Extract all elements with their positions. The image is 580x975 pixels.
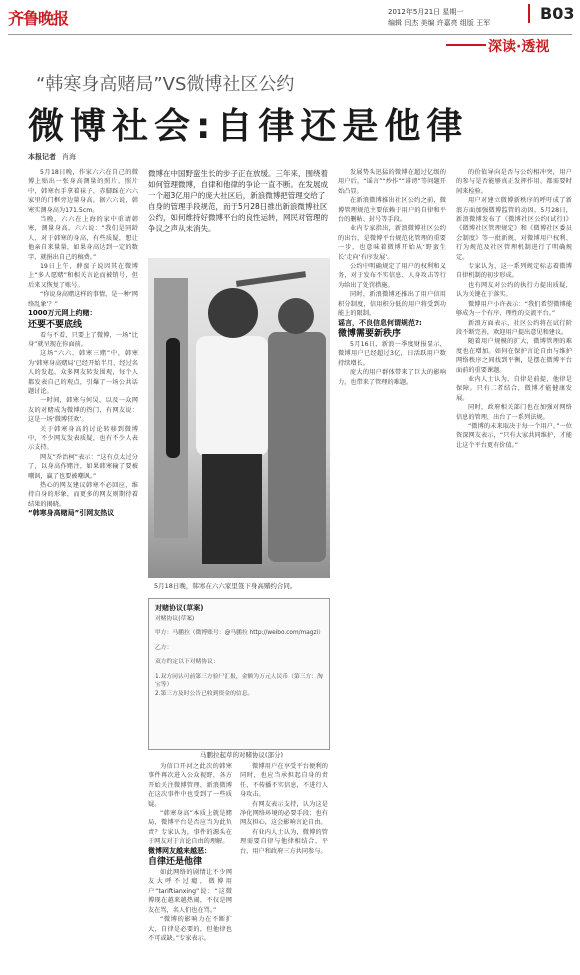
- article-headline: 微博社会:自律还是他律: [28, 106, 469, 147]
- paragraph: 用户对建立微博新秩序的呼吁成了新浪方面加强微博监管的动因。5月28日，新浪微博发布了《微博社区公约(试行)》《微博社区管理规定》和《微博社区委员会制度》等一批新规，对微博用户权利、行为规范及社区管理机制进行了明确规定。: [456, 197, 572, 261]
- article-kicker: “韩寒身高赌局”VS微博社区公约: [36, 74, 295, 95]
- paragraph: 专家认为，这一系列规定标志着微博自律机制的初步形成。: [456, 263, 572, 280]
- text-column-4: [456, 168, 572, 968]
- paragraph: 发展势头迅猛的微博在超过亿级的用户后，“谣言”“炒作”“诽谤”等问题开始凸显。: [338, 169, 446, 195]
- contract-line: 双方约定以下对赌协议：: [155, 659, 219, 665]
- contract-line: 甲方：马鹏拉（微博账号：@马鹏拉 http://weibo.com/magzi）: [155, 630, 324, 636]
- paragraph: 5月18日晚，作家六六在自己的微博上贴出一张身高测量的照片，照片中，韩寒右手拿着袜子，赤脚踩在六六家里的门框旁边量身高。据六六说，韩寒实测身高为171.5cm。: [28, 169, 138, 214]
- paragraph: 看与不看，只要上了微博，一场“比身”就呈现在你面前。: [28, 331, 138, 348]
- section-title: 深读·透视: [488, 39, 550, 55]
- contract-line: 乙方：: [155, 644, 173, 651]
- paragraph: 微博用户在享受平台便利的同时，也应当承担起自身的责任，不传播不实信息，不进行人身攻击。: [240, 763, 328, 799]
- page-number: B03: [528, 4, 574, 23]
- contract-caption: 马鹏拉起草的对赌协议(部分): [200, 751, 284, 759]
- text-column-2: [148, 762, 232, 968]
- masthead: [8, 4, 575, 35]
- paragraph: 业内专家指出，新浪微博社区公约的出台，是微博平台规范化管理的重要一步，也意味着微博开始从‘野蛮生长’走向‘有序发展’。: [338, 225, 446, 261]
- paragraph: 微博用户小许表示：“我们希望微博能够成为一个有序、理性的交流平台。”: [456, 300, 572, 318]
- subheading-small: 谣言，不良信息何谓规范?:: [338, 318, 422, 327]
- paragraph: “微博的影响力在不断扩大，自律是必要的，但他律也不可或缺。”专家表示。: [148, 916, 232, 942]
- paragraph: 同时，政府相关部门也在加强对网络信息的管理，出台了一系列法规。: [456, 404, 572, 421]
- paragraph: 一时间，韩寒与何炅，以及一众网友的对赌成为微博的热门，有网友说：这是一场‘微博狂欢’。: [28, 397, 138, 424]
- paragraph: 同时，新浪微博还推出了用户信用积分制度，信用积分低的用户将受到功能上的限制。: [338, 291, 446, 318]
- paragraph: 有网友表示支持，认为这是净化网络环境的必要手段；也有网友担心，这会影响言论自由。: [240, 800, 328, 827]
- news-photo: [148, 258, 330, 578]
- paragraph: 如此网络的剧情让不少网友大呼不过瘾，微博用户“tariftianxing”说：“这微博现在越来越热闹，不仅是网友在骂，名人们也在骂。”: [148, 869, 232, 914]
- contract-line: 2.第三方及时公告已收到资金的信息。: [155, 690, 254, 697]
- paragraph: “你说身高赌这样的事情，是一种‘网络乱象’？”: [28, 291, 138, 308]
- text-column-2b: [240, 762, 328, 968]
- paragraph: 热心的网友建议韩寒不必回应，维持自身的形象，而更多的网友则期待着结果的揭晓。: [28, 482, 138, 508]
- paragraph: 19日上午，薛蛮子说因其在微博上“多人愿赌”和相关言论而被销号，但后来又恢复了账号。: [28, 263, 138, 289]
- text-column-3: [338, 168, 446, 968]
- paragraph: 这场“六六、韩寒三赌”中，韩寒为‘韩寒身高赌局’已经开始半月，经过名人的发起，众多网友转发围观，每个人都发表自己的观点，引爆了一场公共话题讨论。: [28, 350, 138, 395]
- photo-caption: 5月18日晚，韩寒在六六家里签下身高赌约合同。: [154, 582, 297, 590]
- byline-label: 本报记者: [28, 153, 56, 161]
- paragraph: 业内人士认为，自律是前提，他律是保障。只有二者结合，微博才能健康发展。: [456, 375, 572, 402]
- byline: [28, 152, 76, 162]
- subheading-small: “韩寒身高赌局”引网友热议: [28, 509, 115, 518]
- paragraph: 关于韩寒身高的讨论转移到微博中，不少网友发表质疑，也有不少人表示支持。: [28, 425, 138, 452]
- editor-credits: 编辑 闫杰 美编 许嘉亮 组版 王军: [388, 19, 491, 27]
- contract-line: 对赌协议(草案): [155, 615, 195, 622]
- paragraph: 庞大的用户群体带来了巨大的影响力，也带来了管理的难题。: [338, 369, 446, 386]
- paragraph: “微博的未来取决于每一个用户。”一位资深网友表示，“只有大家共同维护，才能让这个平台更有价值。”: [456, 422, 572, 449]
- paragraph: 5月16日，新浪一季度财报显示，微博用户已经超过3亿，日活跃用户数持续增长。: [338, 340, 446, 367]
- issue-date: 2012年5月21日 星期一: [388, 8, 464, 16]
- paragraph: 有业内人士认为，微博的管理需要自律与他律相结合，平台、用户和政府三方共同参与。: [240, 828, 328, 855]
- paragraph: 新浪方面表示，社区公约将在试行阶段不断完善，欢迎用户提出意见和建议。: [456, 319, 572, 336]
- paragraph: 为信口开河之此次的韩寒事件再次进入公众视野，各方开始关注微博管理，新浪微博在这次事件中也受到了一些质疑。: [148, 763, 232, 808]
- paragraph: 随着用户规模的扩大，微博管理的难度也在增加。如何在保护言论自由与维护网络秩序之间找到平衡，是摆在微博平台面前的重要课题。: [456, 338, 572, 374]
- paragraph: 网友“乔治柯”表示：“这有点太过分了，以身高作赌注，如果韩寒输了要被嘲讽，赢了也要被嘲讽。”: [28, 453, 138, 480]
- paragraph: 也有网友对公约的执行力提出质疑，认为关键在于落实。: [456, 281, 572, 299]
- subheading: 还要不要底线: [28, 319, 83, 330]
- paragraph: 公约中明确规定了用户的权利和义务，对于发布不实信息、人身攻击等行为给出了处罚措施。: [338, 263, 446, 289]
- subheading: 微博需要新秩序: [338, 328, 402, 339]
- subheading: 自律还是他律: [148, 857, 203, 868]
- newspaper-logo: 齐鲁晚报: [8, 9, 69, 28]
- byline-name: 肖海: [62, 153, 76, 161]
- section-rule: [446, 44, 486, 46]
- paragraph: “韩寒身高”本质上就是赌局，微博平台是否应当为此负责？专家认为，事件的源头在于网友对于言论自由的理解。: [148, 810, 232, 846]
- paragraph: 在新浪微博推出社区公约之前，微博管理规范主要依赖于用户的自律和平台的删帖、封号等手段。: [338, 197, 446, 224]
- subheading-small: 1000万元网上约赌：: [28, 309, 97, 318]
- contract-line: 1.双方同认可前第三方验尸汇报，金额为万元人民币（第三方：淘宝等）: [155, 673, 323, 688]
- contract-image: [148, 598, 330, 750]
- text-column-1: [28, 168, 138, 968]
- lead-paragraph: 微博在中国野蛮生长的步子正在放缓。三年来，围绕着如何管理微博，自律和他律的争论一直不断。在发展成一个超3亿用户的庞大社区后，新浪微博把管理交给了自身的管理手段规范，而于5月28日推出新浪微博社区公约，如何维持好微博平台的良性运转，网民对管理的争议之声从未消失。: [148, 169, 328, 233]
- subheading-small: 微博网友越来越恶：: [148, 846, 211, 855]
- paragraph: 当晚，六六在上海的家中重请韩寒，测量身高。六六说：“我们是同龄人，对于韩寒的身高，有些质疑，想让他亲自来量量，如果身高达到一定的数字，就捐出自己的稿费。”: [28, 216, 138, 261]
- contract-title: 对赌协议(草案): [155, 604, 204, 612]
- paragraph: 的价值导向是否与公约相冲突，用户的参与是否能够真正发挥作用，都需要时间来检验。: [456, 169, 572, 195]
